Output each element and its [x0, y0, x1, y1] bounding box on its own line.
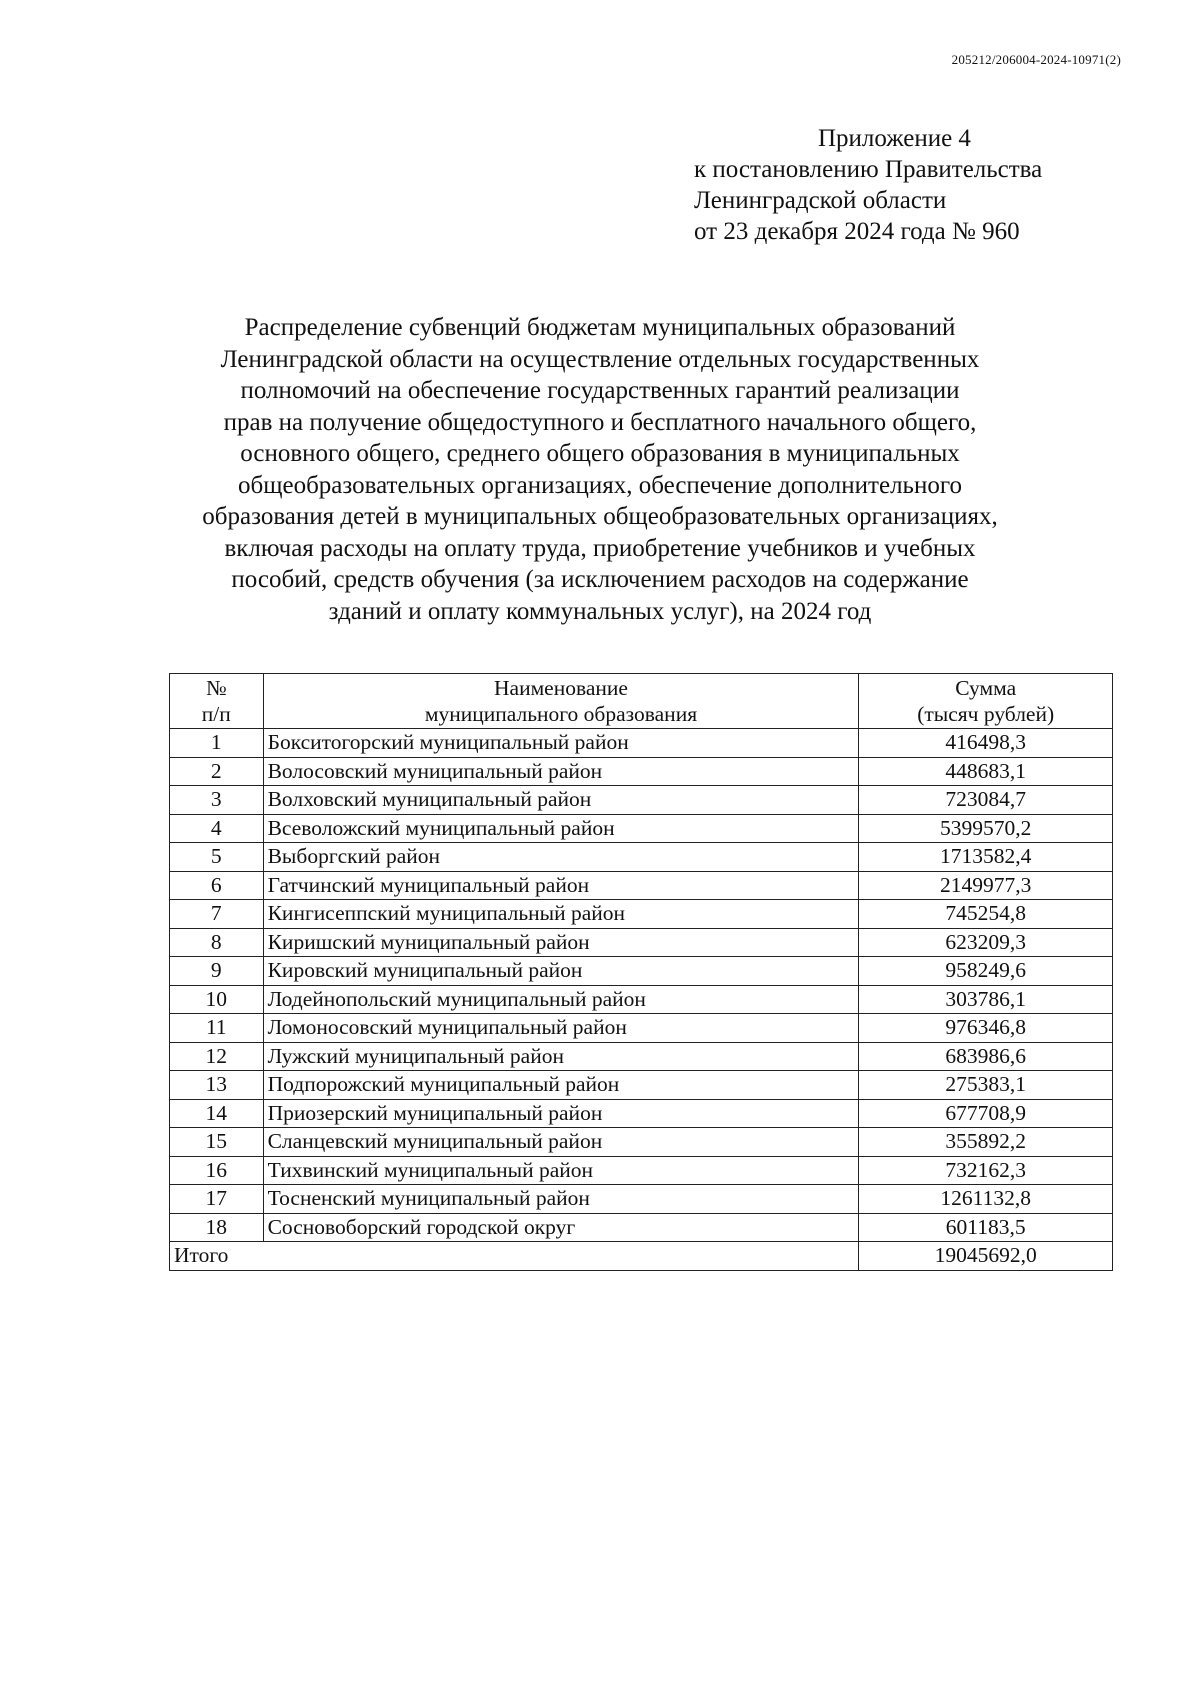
row-number: 9: [170, 957, 264, 986]
header-sum-line1: Сумма: [955, 676, 1017, 700]
row-name: Бокситогорский муниципальный район: [263, 729, 859, 758]
document-title: [150, 312, 1050, 627]
header-number-line1: №: [206, 676, 227, 700]
title-line: Ленинградской области на осуществление отдельных государственных: [220, 345, 980, 373]
table-row: [170, 1014, 1113, 1043]
row-sum: 1261132,8: [859, 1185, 1113, 1214]
row-number: 1: [170, 729, 264, 758]
appendix-block: [694, 123, 1042, 247]
title-line: основного общего, среднего общего образования в муниципальных: [240, 440, 960, 467]
row-name: Выборгский район: [263, 843, 859, 872]
row-name: Кировский муниципальный район: [263, 957, 859, 986]
row-number: 13: [170, 1071, 264, 1100]
row-number: 18: [170, 1213, 264, 1242]
title-line: образования детей в муниципальных общеобразовательных организациях,: [202, 503, 998, 530]
row-sum: 745254,8: [859, 900, 1113, 929]
row-number: 16: [170, 1156, 264, 1185]
row-number: 6: [170, 871, 264, 900]
header-sum: [859, 674, 1113, 729]
header-number: [170, 674, 264, 729]
table-row: [170, 1128, 1113, 1157]
appendix-line: к постановлению Правительства: [694, 156, 1043, 183]
row-sum: 958249,6: [859, 957, 1113, 986]
row-number: 7: [170, 900, 264, 929]
row-name: Лодейнопольский муниципальный район: [263, 985, 859, 1014]
table-row: [170, 757, 1113, 786]
header-name-line2: муниципального образования: [424, 702, 698, 726]
row-name: Гатчинский муниципальный район: [263, 871, 859, 900]
title-line: прав на получение общедоступного и бесплатного начального общего,: [223, 408, 977, 436]
row-sum: 1713582,4: [859, 843, 1113, 872]
table-row: [170, 814, 1113, 843]
row-sum: 732162,3: [859, 1156, 1113, 1185]
row-name: Всеволожский муниципальный район: [263, 814, 859, 843]
row-sum: 976346,8: [859, 1014, 1113, 1043]
row-number: 3: [170, 786, 264, 815]
row-name: Сланцевский муниципальный район: [263, 1128, 859, 1157]
row-number: 11: [170, 1014, 264, 1043]
row-number: 17: [170, 1185, 264, 1214]
row-number: 15: [170, 1128, 264, 1157]
row-number: 8: [170, 928, 264, 957]
row-name: Ломоносовский муниципальный район: [263, 1014, 859, 1043]
title-line: Распределение субвенций бюджетам муниципальных образований: [244, 314, 956, 341]
table-row: [170, 1042, 1113, 1071]
table-row: [170, 985, 1113, 1014]
row-sum: 5399570,2: [859, 814, 1113, 843]
title-line: общеобразовательных организациях, обеспечение дополнительного: [238, 471, 962, 499]
total-row: [170, 1242, 1113, 1271]
table-header-row: [170, 674, 1113, 729]
row-name: Сосновоборский городской округ: [263, 1213, 859, 1242]
row-name: Тосненский муниципальный район: [263, 1185, 859, 1214]
table-row: [170, 1185, 1113, 1214]
header-name: [263, 674, 859, 729]
table-row: [170, 843, 1113, 872]
table-row: [170, 928, 1113, 957]
row-sum: 416498,3: [859, 729, 1113, 758]
row-sum: 355892,2: [859, 1128, 1113, 1157]
row-name: Тихвинский муниципальный район: [263, 1156, 859, 1185]
table-row: [170, 1156, 1113, 1185]
header-number-line2: п/п: [201, 702, 231, 726]
title-line: полномочий на обеспечение государственных гарантий реализации: [240, 377, 960, 404]
table-row: [170, 1071, 1113, 1100]
header-name-line1: Наименование: [494, 676, 628, 700]
appendix-line: Ленинградской области: [694, 187, 947, 214]
table-row: [170, 786, 1113, 815]
row-sum: 723084,7: [859, 786, 1113, 815]
row-name: Киришский муниципальный район: [263, 928, 859, 957]
appendix-line: от 23 декабря 2024 года № 960: [694, 218, 1020, 245]
row-sum: 683986,6: [859, 1042, 1113, 1071]
table-row: [170, 1099, 1113, 1128]
row-name: Подпорожский муниципальный район: [263, 1071, 859, 1100]
table-row: [170, 1213, 1113, 1242]
table-row: [170, 729, 1113, 758]
title-line: включая расходы на оплату труда, приобретение учебников и учебных: [224, 534, 976, 562]
title-line: зданий и оплату коммунальных услуг), на 2024 год: [328, 597, 872, 625]
row-sum: 2149977,3: [859, 871, 1113, 900]
row-name: Кингисеппский муниципальный район: [263, 900, 859, 929]
distribution-table: [169, 673, 1113, 1271]
row-sum: 623209,3: [859, 928, 1113, 957]
row-sum: 275383,1: [859, 1071, 1113, 1100]
row-sum: 303786,1: [859, 985, 1113, 1014]
total-label: Итого: [170, 1242, 859, 1271]
total-sum: 19045692,0: [859, 1242, 1113, 1271]
table-row: [170, 900, 1113, 929]
table-row: [170, 957, 1113, 986]
appendix-line: Приложение 4: [818, 125, 971, 152]
row-number: 2: [170, 757, 264, 786]
table-row: [170, 871, 1113, 900]
header-sum-line2: (тысяч рублей): [917, 702, 1055, 726]
row-sum: 677708,9: [859, 1099, 1113, 1128]
row-name: Приозерский муниципальный район: [263, 1099, 859, 1128]
row-name: Волховский муниципальный район: [263, 786, 859, 815]
document-id: 205212/206004-2024-10971(2): [951, 52, 1121, 67]
row-sum: 448683,1: [859, 757, 1113, 786]
row-number: 10: [170, 985, 264, 1014]
row-number: 12: [170, 1042, 264, 1071]
row-number: 5: [170, 843, 264, 872]
row-name: Лужский муниципальный район: [263, 1042, 859, 1071]
row-sum: 601183,5: [859, 1213, 1113, 1242]
title-line: пособий, средств обучения (за исключением расходов на содержание: [231, 566, 969, 593]
row-number: 4: [170, 814, 264, 843]
row-name: Волосовский муниципальный район: [263, 757, 859, 786]
row-number: 14: [170, 1099, 264, 1128]
